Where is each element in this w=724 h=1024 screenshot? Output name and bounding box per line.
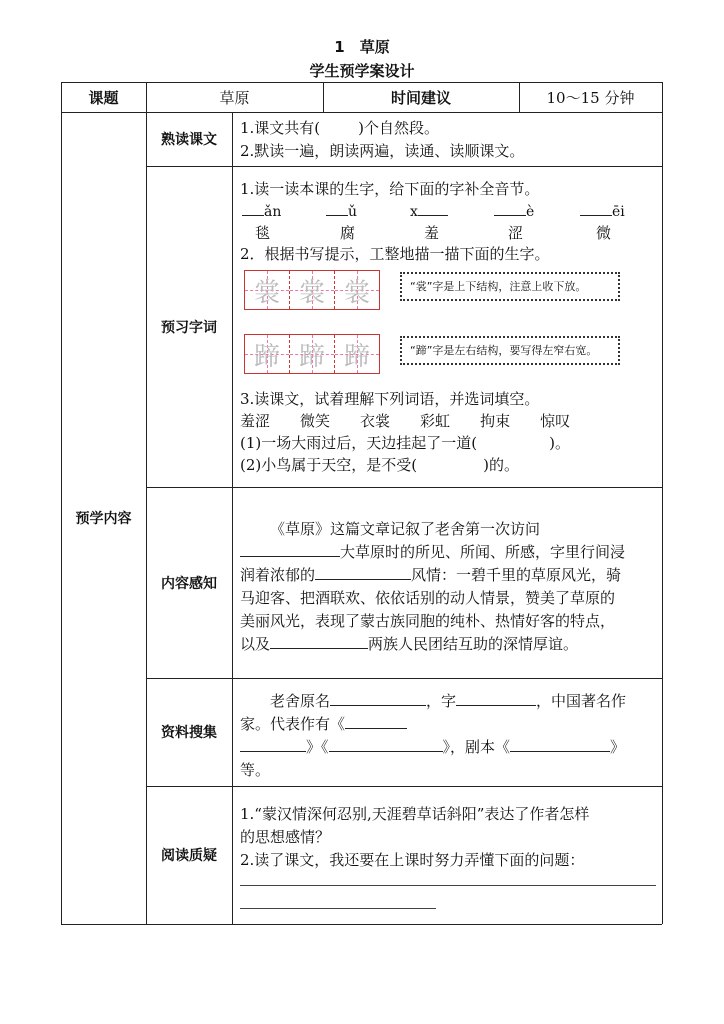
preview-content-label: 预学内容	[75, 511, 132, 527]
chars-q3: 3.读课文，试着理解下列词语，并选词填空。	[240, 390, 540, 408]
research-line-2: 家。代表作有《	[240, 713, 407, 736]
content-line-5: 美丽风光，表现了蒙古族同胞的纯朴、热情好客的特点，	[240, 612, 616, 630]
content-line-1: 《草原》这篇文章记叙了老舍第一次访问	[270, 520, 541, 538]
vocab-list: 羞涩 微笑 衣裳 彩虹 拘束 惊叹	[240, 412, 571, 430]
content-line-6: 以及 两族人民团结互助的深情厚谊。	[240, 635, 579, 653]
answer-line-2[interactable]	[240, 908, 436, 909]
read-line-2: 2.默读一遍，朗读两遍，读通、读顺课文。	[240, 142, 525, 160]
trace-grid-1[interactable]: 裳 裳 裳	[244, 270, 380, 310]
pinyin-blank-2[interactable]: ǔ	[326, 203, 357, 220]
tip-box-1: “裳”字是上下结构，注意上收下放。	[400, 272, 620, 301]
content-line-2: 大草原时的所见、所闻、所感，字里行间浸	[240, 541, 625, 564]
section-label-research: 资料搜集	[161, 725, 217, 741]
question-line-2: 的思想感情？	[240, 828, 331, 846]
research-line-1: 老舍原名 ，字 ，中国著名作	[270, 692, 627, 710]
read-line-1: 1.课文共有( )个自然段。	[240, 119, 440, 137]
pinyin-blank-1[interactable]: ǎn	[242, 203, 281, 220]
section-label-question: 阅读质疑	[161, 848, 217, 864]
char-1: 毯	[255, 224, 271, 242]
pinyin-blank-3[interactable]: x	[410, 203, 448, 220]
time-value: 10～15 分钟	[546, 88, 635, 107]
research-line-4: 等。	[240, 761, 271, 779]
question-line-1: 1.“蒙汉情深何忍别,天涯碧草话斜阳”表达了作者怎样	[240, 805, 590, 823]
content-line-3: 润着浓郁的 风情：一碧千里的草原风光，骑	[240, 566, 622, 584]
time-label: 时间建议	[390, 88, 451, 107]
fill-1: (1)一场大雨过后，天边挂起了一道( )。	[240, 434, 570, 452]
section-label-content: 内容感知	[161, 575, 217, 592]
fill-2: (2)小鸟属于天空，是不受( )的。	[240, 456, 519, 474]
research-line-3: 》《 》，剧本《 》	[240, 736, 625, 759]
char-2: 腐	[340, 224, 356, 242]
content-line-4: 马迎客、把酒联欢、依依话别的动人情景，赞美了草原的	[240, 589, 616, 607]
page-subtitle: 学生预学案设计	[309, 62, 415, 80]
char-3: 羞	[424, 224, 440, 242]
tip-box-2: “蹄”字是左右结构，要写得左窄右宽。	[400, 336, 620, 365]
section-label-read: 熟读课文	[161, 132, 217, 148]
char-5: 微	[596, 224, 612, 242]
char-4: 涩	[508, 224, 524, 242]
trace-grid-2[interactable]: 蹄 蹄 蹄	[244, 334, 380, 374]
lesson-title: 1 草原	[334, 38, 390, 56]
answer-line-1[interactable]	[240, 885, 656, 886]
pinyin-blank-5[interactable]: ēi	[580, 203, 625, 220]
pinyin-blank-4[interactable]: è	[494, 203, 534, 220]
topic-label: 课题	[88, 88, 119, 107]
chars-q2: 2．根据书写提示，工整地描一描下面的生字。	[240, 245, 550, 263]
chars-q1: 1.读一读本课的生字，给下面的字补全音节。	[240, 180, 540, 198]
question-line-3: 2.读了课文，我还要在上课时努力弄懂下面的问题：	[240, 851, 585, 869]
section-label-chars: 预习字词	[161, 319, 217, 336]
topic-value: 草原	[219, 88, 250, 107]
